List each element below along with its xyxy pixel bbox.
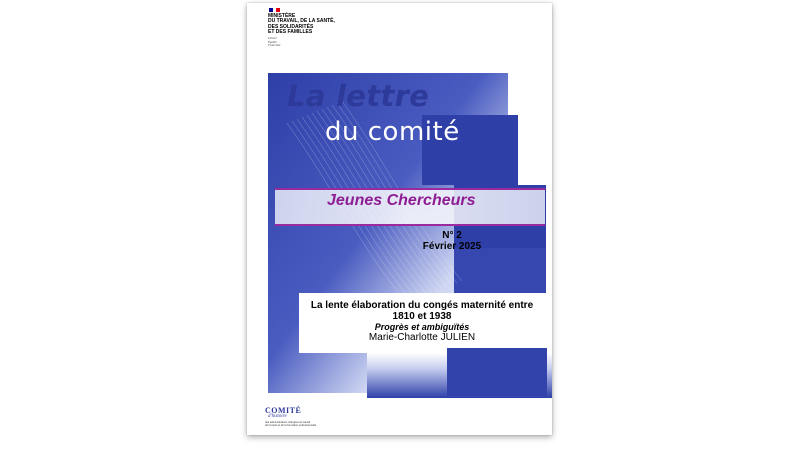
ministry-line: DU TRAVAIL, DE LA SANTÉ, bbox=[268, 18, 335, 25]
ministry-name bbox=[268, 14, 378, 36]
issue-number: N° 2 bbox=[442, 230, 462, 241]
motto-line: Fraternité bbox=[268, 43, 281, 48]
article-title-line2: 1810 et 1938 bbox=[392, 311, 452, 322]
republic-motto bbox=[268, 37, 280, 48]
motto-line: Égalité bbox=[268, 39, 277, 44]
logo-description-line: de l'emploi et de la formation professionnelle bbox=[265, 424, 317, 428]
series-name: Jeunes Chercheurs bbox=[327, 192, 476, 209]
article-author: Marie-Charlotte JULIEN bbox=[368, 332, 476, 343]
ministry-line: ET DES FAMILLES bbox=[268, 29, 313, 36]
committee-logo-sub: d'histoire bbox=[268, 414, 287, 419]
committee-logo-name: COMITÉ bbox=[265, 406, 302, 415]
cover-title-line2: du comité bbox=[325, 117, 460, 147]
divider-bottom bbox=[275, 224, 545, 226]
article-subtitle: Progrès et ambiguïtés bbox=[374, 322, 470, 332]
article-title-line1: La lente élaboration du congés maternité entre bbox=[310, 300, 534, 311]
committee-logo-description bbox=[265, 421, 345, 427]
logo-description-line: des administrations chargées du travail, bbox=[265, 421, 311, 424]
republique-flag-icon bbox=[269, 8, 280, 12]
document-cover bbox=[247, 3, 552, 435]
cover-title-line1: La lettre bbox=[287, 79, 430, 113]
issue-date: Février 2025 bbox=[422, 241, 482, 252]
ministry-line: DES SOLIDARITÉS bbox=[268, 23, 314, 30]
ministry-line: MINISTÈRE bbox=[268, 13, 296, 19]
article-block bbox=[299, 300, 545, 343]
cover-artwork bbox=[247, 3, 552, 435]
issue-info bbox=[407, 230, 497, 252]
divider-top bbox=[275, 188, 545, 190]
motto-line: Liberté bbox=[268, 36, 277, 40]
